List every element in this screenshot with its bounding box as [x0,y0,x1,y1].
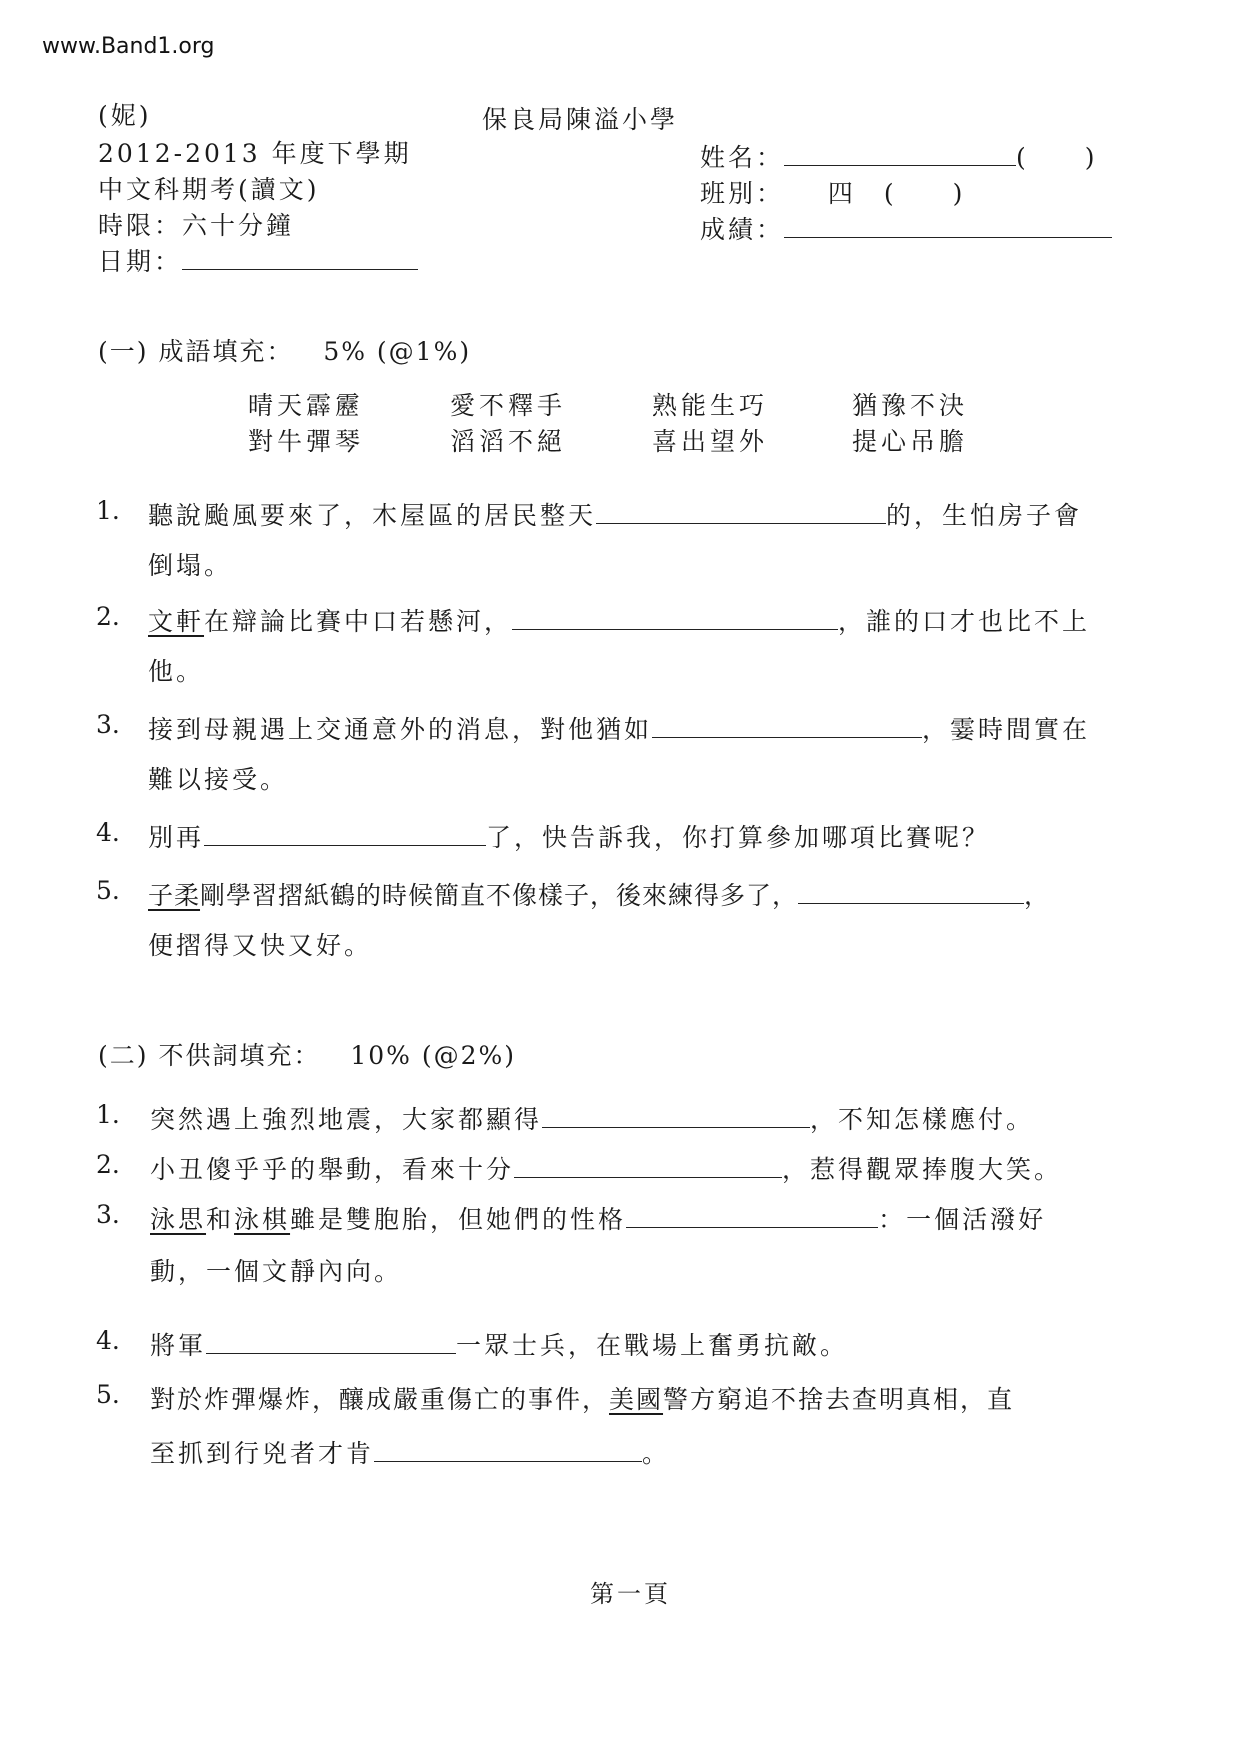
section1-title: (一) 成語填充： [98,337,294,366]
s1-q3-line2: 難以接受。 [148,765,289,794]
idiom-2: 愛不釋手 [450,391,567,420]
teacher-mark: (妮) [98,101,152,130]
s1-q2-number: 2. [96,602,120,631]
s1-q5-text-after: ， [1024,881,1051,910]
s1-q2-text-after: ，誰的口才也比不上 [838,607,1091,636]
s2-q4-number: 4. [96,1326,120,1355]
s2-q4-blank[interactable] [206,1331,456,1354]
s2-q3-and: 和 [206,1205,235,1234]
section1-heading [98,332,471,368]
score-blank[interactable] [784,215,1112,238]
s1-q3-text-after: ，霎時間實在 [922,715,1091,744]
section2-title: (二) 不供詞填充： [98,1041,321,1070]
s2-q3-line1 [150,1200,1046,1236]
s2-q3-text-after: ：一個活潑好 [878,1205,1047,1234]
s2-q2-blank[interactable] [514,1155,782,1178]
s1-q4-line1 [148,818,990,854]
s2-q5-text-before: 對於炸彈爆炸，釀成嚴重傷亡的事件， [150,1385,610,1414]
idiom-7: 喜出望外 [652,427,769,456]
s1-q1-blank[interactable] [596,501,886,524]
s2-q1-line1 [150,1100,1034,1136]
s2-q4-text-after: 一眾士兵，在戰場上奮勇抗敵。 [456,1331,849,1360]
s1-q3-blank[interactable] [652,715,922,738]
s2-q1-blank[interactable] [542,1105,810,1128]
s2-q5-name: 美國 [609,1385,664,1414]
s1-q1-number: 1. [96,496,120,525]
s2-q3-name2: 泳棋 [234,1205,291,1234]
s1-q1-text-after: 的，生怕房子會 [886,501,1083,530]
s2-q5-text-middle: 警方窮追不捨去查明真相，直 [663,1385,1015,1414]
date-field [98,242,418,278]
idiom-6: 滔滔不絕 [450,427,567,456]
section1-score: 5% (@1%) [323,337,472,366]
s1-q4-text-before: 別再 [148,823,205,852]
s2-q5-line2-text: 至抓到行兇者才肯 [150,1439,375,1468]
s1-q2-line2: 他。 [148,657,205,686]
s2-q3-line2: 動，一個文靜內向。 [150,1257,403,1286]
s2-q3-name1: 泳思 [150,1205,207,1234]
s2-q3-number: 3. [96,1200,120,1229]
s2-q4-line1 [150,1326,848,1362]
year-term: 2012-2013 年度下學期 [98,139,412,168]
s2-q5-line1 [150,1380,1014,1416]
section2-score: 10% (@2%) [350,1041,516,1070]
idiom-8: 提心吊膽 [852,427,969,456]
s1-q4-blank[interactable] [204,823,486,846]
class-label: 班別： [700,179,785,208]
section2-heading [98,1036,516,1072]
s2-q3-blank[interactable] [626,1205,878,1228]
s2-q2-line1 [150,1150,1062,1186]
s1-q5-line2: 便摺得又快又好。 [148,931,373,960]
s2-q1-number: 1. [96,1100,120,1129]
s2-q5-number: 5. [96,1380,120,1409]
s2-q3-text-before: 雖是雙胞胎，但她們的性格 [290,1205,627,1234]
s2-q1-text-after: ，不知怎樣應付。 [810,1105,1035,1134]
idiom-1: 晴天霹靂 [248,391,365,420]
s1-q1-line1 [148,496,1082,532]
s1-q2-blank[interactable] [512,607,838,630]
name-label: 姓名： [700,143,785,172]
s1-q3-number: 3. [96,710,120,739]
exam-title: 中文科期考(讀文) [98,175,320,204]
score-field [700,210,1112,246]
s1-q2-name: 文軒 [148,607,205,636]
s1-q4-number: 4. [96,818,120,847]
idiom-4: 猶豫不決 [852,391,969,420]
date-blank[interactable] [182,247,418,270]
s2-q4-text-before: 將軍 [150,1331,207,1360]
s2-q1-text-before: 突然遇上強烈地震，大家都顯得 [150,1105,543,1134]
s1-q2-text-before: 在辯論比賽中口若懸河， [204,607,513,636]
name-field [700,138,1098,174]
watermark: www.Band1.org [42,34,215,59]
s1-q3-line1 [148,710,1090,746]
s1-q4-text-after: 了，快告訴我，你打算參加哪項比賽呢？ [486,823,991,852]
s1-q5-text-before: 剛學習摺紙鶴的時候簡直不像樣子，後來練得多了， [200,881,799,910]
s1-q5-line1 [148,876,1050,912]
s1-q1-text-before: 聽說颱風要來了，木屋區的居民整天 [148,501,597,530]
idiom-3: 熟能生巧 [652,391,769,420]
s2-q5-text-after: 。 [642,1439,671,1468]
s1-q1-line2: 倒塌。 [148,551,233,580]
page-number: 第一頁 [590,1580,671,1608]
s2-q2-text-after: ，惹得觀眾捧腹大笑。 [782,1155,1063,1184]
class-number-paren: ( ) [1016,143,1098,172]
s2-q5-blank[interactable] [374,1439,642,1462]
s2-q5-line2 [150,1434,670,1470]
school-name: 保良局陳溢小學 [482,105,679,134]
s2-q2-text-before: 小丑傻乎乎的舉動，看來十分 [150,1155,515,1184]
name-blank[interactable] [784,143,1016,166]
score-label: 成績： [700,215,785,244]
s1-q5-name: 子柔 [148,881,201,910]
s1-q3-text-before: 接到母親遇上交通意外的消息，對他猶如 [148,715,653,744]
s1-q5-blank[interactable] [798,881,1024,904]
class-value: 四 ( ) [827,179,966,208]
date-label: 日期： [98,247,183,276]
s1-q2-line1 [148,602,1090,638]
s2-q2-number: 2. [96,1150,120,1179]
s1-q5-number: 5. [96,876,120,905]
idiom-5: 對牛彈琴 [248,427,365,456]
time-limit: 時限：六十分鐘 [98,211,295,240]
class-field [700,174,965,210]
